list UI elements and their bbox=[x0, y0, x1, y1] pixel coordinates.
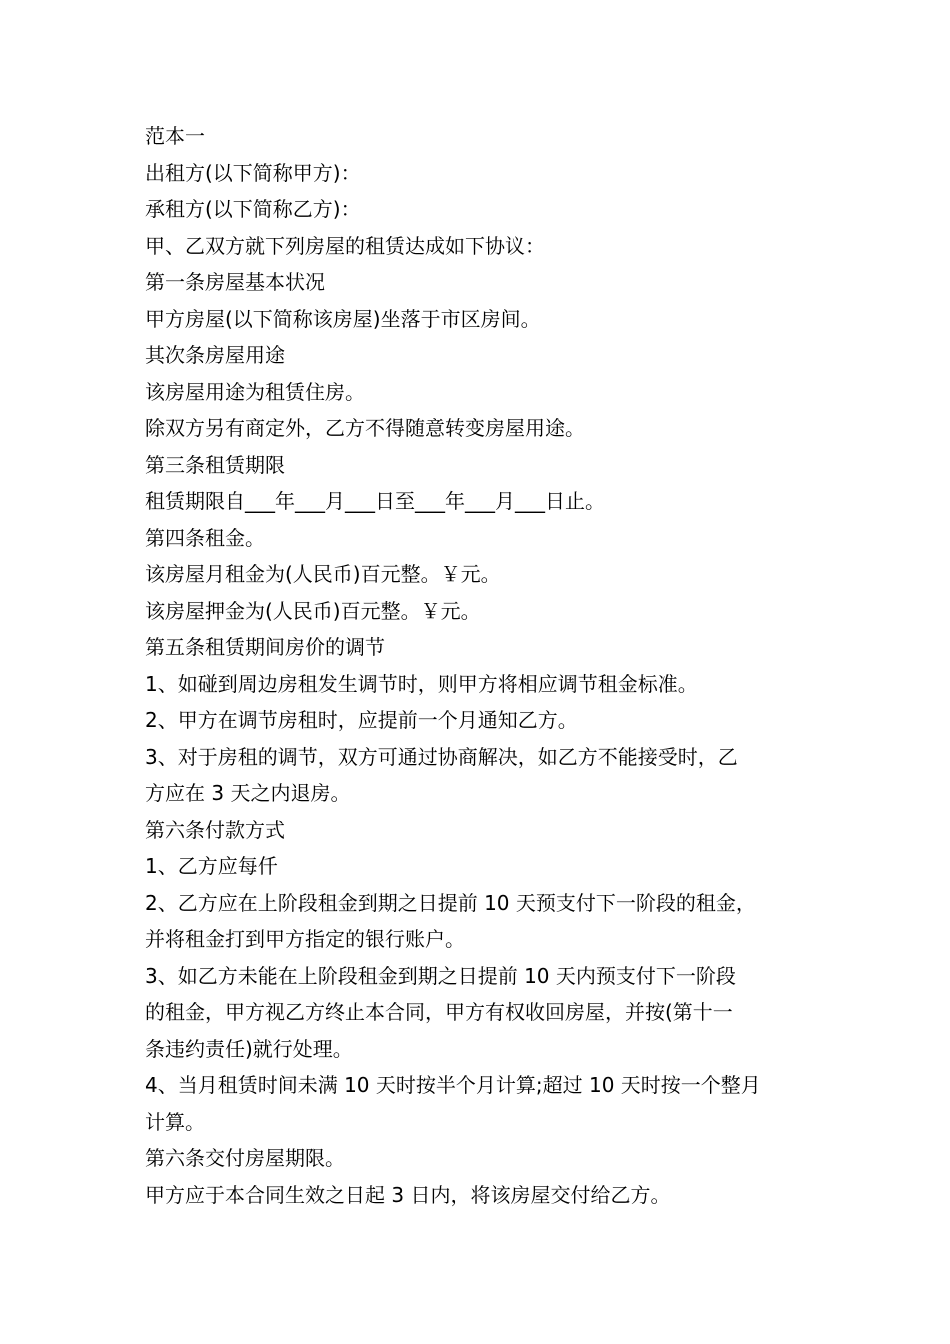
document-line: 并将租金打到甲方指定的银行账户。 bbox=[145, 927, 465, 951]
document-line: 其次条房屋用途 bbox=[145, 343, 285, 367]
document-line: 甲方应于本合同生效之日起 3 日内，将该房屋交付给乙方。 bbox=[145, 1182, 671, 1207]
document-line: 的租金，甲方视乙方终止本合同，甲方有权收回房屋，并按(第十一 bbox=[145, 1000, 733, 1024]
document-line: 该房屋用途为租赁住房。 bbox=[145, 379, 365, 404]
document-line: 3、如乙方未能在上阶段租金到期之日提前 10 天内预支付下一阶段 bbox=[145, 963, 736, 988]
document-line: 甲方房屋(以下简称该房屋)坐落于市区房间。 bbox=[145, 306, 541, 331]
document-line: 第六条付款方式 bbox=[145, 817, 285, 842]
document-line: 4、当月租赁时间未满 10 天时按半个月计算;超过 10 天时按一个整月 bbox=[145, 1073, 761, 1097]
document-line: 3、对于房租的调节，双方可通过协商解决，如乙方不能接受时，乙 bbox=[145, 744, 738, 769]
document-line: 出租方(以下简称甲方)： bbox=[145, 160, 361, 185]
document-line: 方应在 3 天之内退房。 bbox=[145, 781, 351, 805]
document-line: 承租方(以下简称乙方)： bbox=[145, 197, 361, 221]
document-line: 范本一 bbox=[145, 124, 205, 148]
document-line: 条违约责任)就行处理。 bbox=[145, 1036, 353, 1061]
document-line: 租赁期限自___年___月___日至___年___月___日止。 bbox=[145, 489, 605, 513]
document-line: 计算。 bbox=[145, 1109, 205, 1134]
document-line: 第四条租金。 bbox=[145, 525, 265, 550]
document-line: 第五条租赁期间房价的调节 bbox=[145, 635, 385, 659]
document-line: 第三条租赁期限 bbox=[145, 452, 285, 477]
document-line: 1、乙方应每仟 bbox=[145, 854, 278, 878]
document-line: 2、甲方在调节房租时，应提前一个月通知乙方。 bbox=[145, 708, 578, 732]
document-line: 2、乙方应在上阶段租金到期之日提前 10 天预支付下一阶段的租金， bbox=[145, 890, 756, 915]
document-line: 第一条房屋基本状况 bbox=[145, 270, 325, 294]
document-line: 该房屋月租金为(人民币)百元整。￥元。 bbox=[145, 562, 501, 586]
document-line: 该房屋押金为(人民币)百元整。￥元。 bbox=[145, 598, 481, 623]
document-body bbox=[145, 118, 825, 1213]
document-line: 第六条交付房屋期限。 bbox=[145, 1146, 345, 1170]
document-line: 1、如碰到周边房租发生调节时，则甲方将相应调节租金标准。 bbox=[145, 671, 698, 696]
document-line: 甲、乙双方就下列房屋的租赁达成如下协议： bbox=[145, 233, 545, 258]
document-line: 除双方另有商定外，乙方不得随意转变房屋用途。 bbox=[145, 416, 585, 440]
